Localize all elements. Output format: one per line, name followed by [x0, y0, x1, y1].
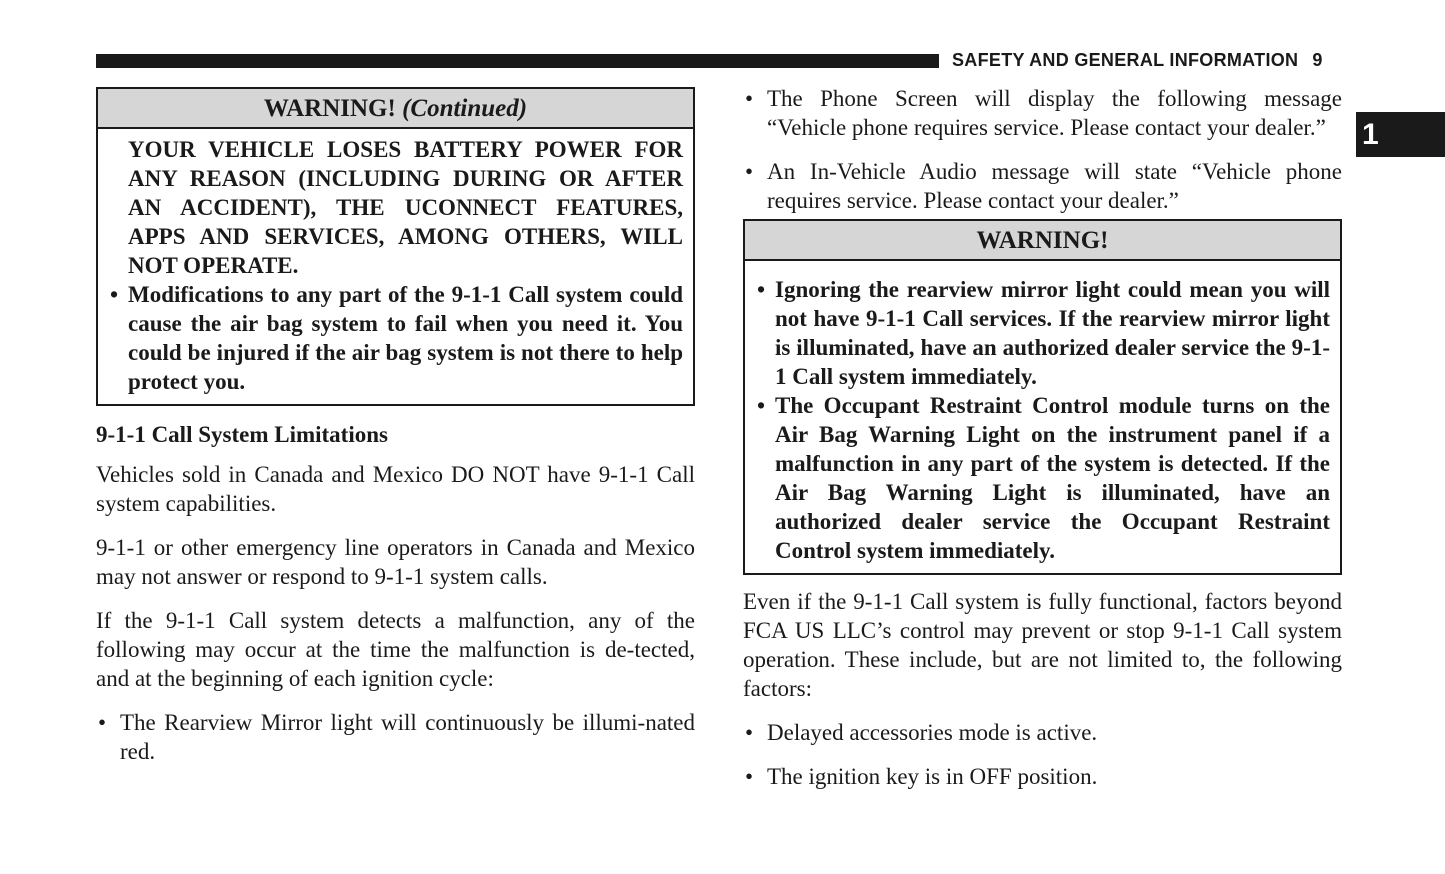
warning-box [743, 219, 1342, 575]
bullet-item: • The ignition key is in OFF position. [743, 762, 1342, 791]
warning-title: WARNING! [263, 95, 396, 122]
continued-label: (Continued) [402, 95, 528, 122]
warning-box-continued [96, 87, 695, 406]
header-bar [96, 54, 939, 68]
section-heading: 9-1-1 Call System Limitations [96, 422, 388, 447]
warning-bullet: • Modifications to any part of the 9-1-1 Call system could cause the air bag system to fail when you need it. You could be injured if the air bag system is not there to help protect you. [108, 280, 683, 396]
section-title: SAFETY AND GENERAL INFORMATION [952, 50, 1299, 70]
running-header [952, 50, 1323, 71]
warning-text: YOUR VEHICLE LOSES BATTERY POWER FOR ANY REASON (INCLUDING DURING OR AFTER AN ACCIDENT), THE UCONNECT FEATURES, APPS AND SERVICES, AMONG OTHERS, WILL NOT OPERATE. [128, 137, 683, 278]
paragraph: Even if the 9-1-1 Call system is fully functional, factors beyond FCA US LLC’s control may prevent or stop 9-1-1 Call system operation. These include, but are not limited to, the following factors: [743, 589, 1342, 701]
warning-bullet: • Ignoring the rearview mirror light could mean you will not have 9-1-1 Call services. If the rearview mirror light is illuminated, have an authorized dealer service the 9-1-1 Call system immediately. [755, 275, 1330, 391]
right-column [743, 84, 1342, 806]
warning-header: WARNING! [745, 221, 1340, 261]
paragraph: Vehicles sold in Canada and Mexico DO NOT have 9-1-1 Call system capabilities. [96, 462, 695, 516]
bullet-item: • The Rearview Mirror light will continuously be illumi-nated red. [96, 708, 695, 766]
left-column [96, 87, 695, 781]
warning-header [98, 89, 693, 129]
paragraph: 9-1-1 or other emergency line operators in Canada and Mexico may not answer or respond to 9-1-1 system calls. [96, 535, 695, 589]
bullet-item: • Delayed accessories mode is active. [743, 718, 1342, 747]
chapter-tab: 1 [1356, 112, 1445, 157]
warning-bullet: • The Occupant Restraint Control module turns on the Air Bag Warning Light on the instrument panel if a malfunction in any part of the system is detected. If the Air Bag Warning Light is illuminated, have an authorized dealer service the Occupant Restraint Control system immediately. [755, 391, 1330, 565]
bullet-item: • An In-Vehicle Audio message will state “Vehicle phone requires service. Please contact your dealer.” [743, 157, 1342, 215]
paragraph: If the 9-1-1 Call system detects a malfunction, any of the following may occur at the time the malfunction is de-tected, and at the beginning of each ignition cycle: [96, 608, 695, 691]
bullet-item: • The Phone Screen will display the following message “Vehicle phone requires service. Please contact your dealer.” [743, 84, 1342, 142]
page-number: 9 [1312, 50, 1323, 70]
